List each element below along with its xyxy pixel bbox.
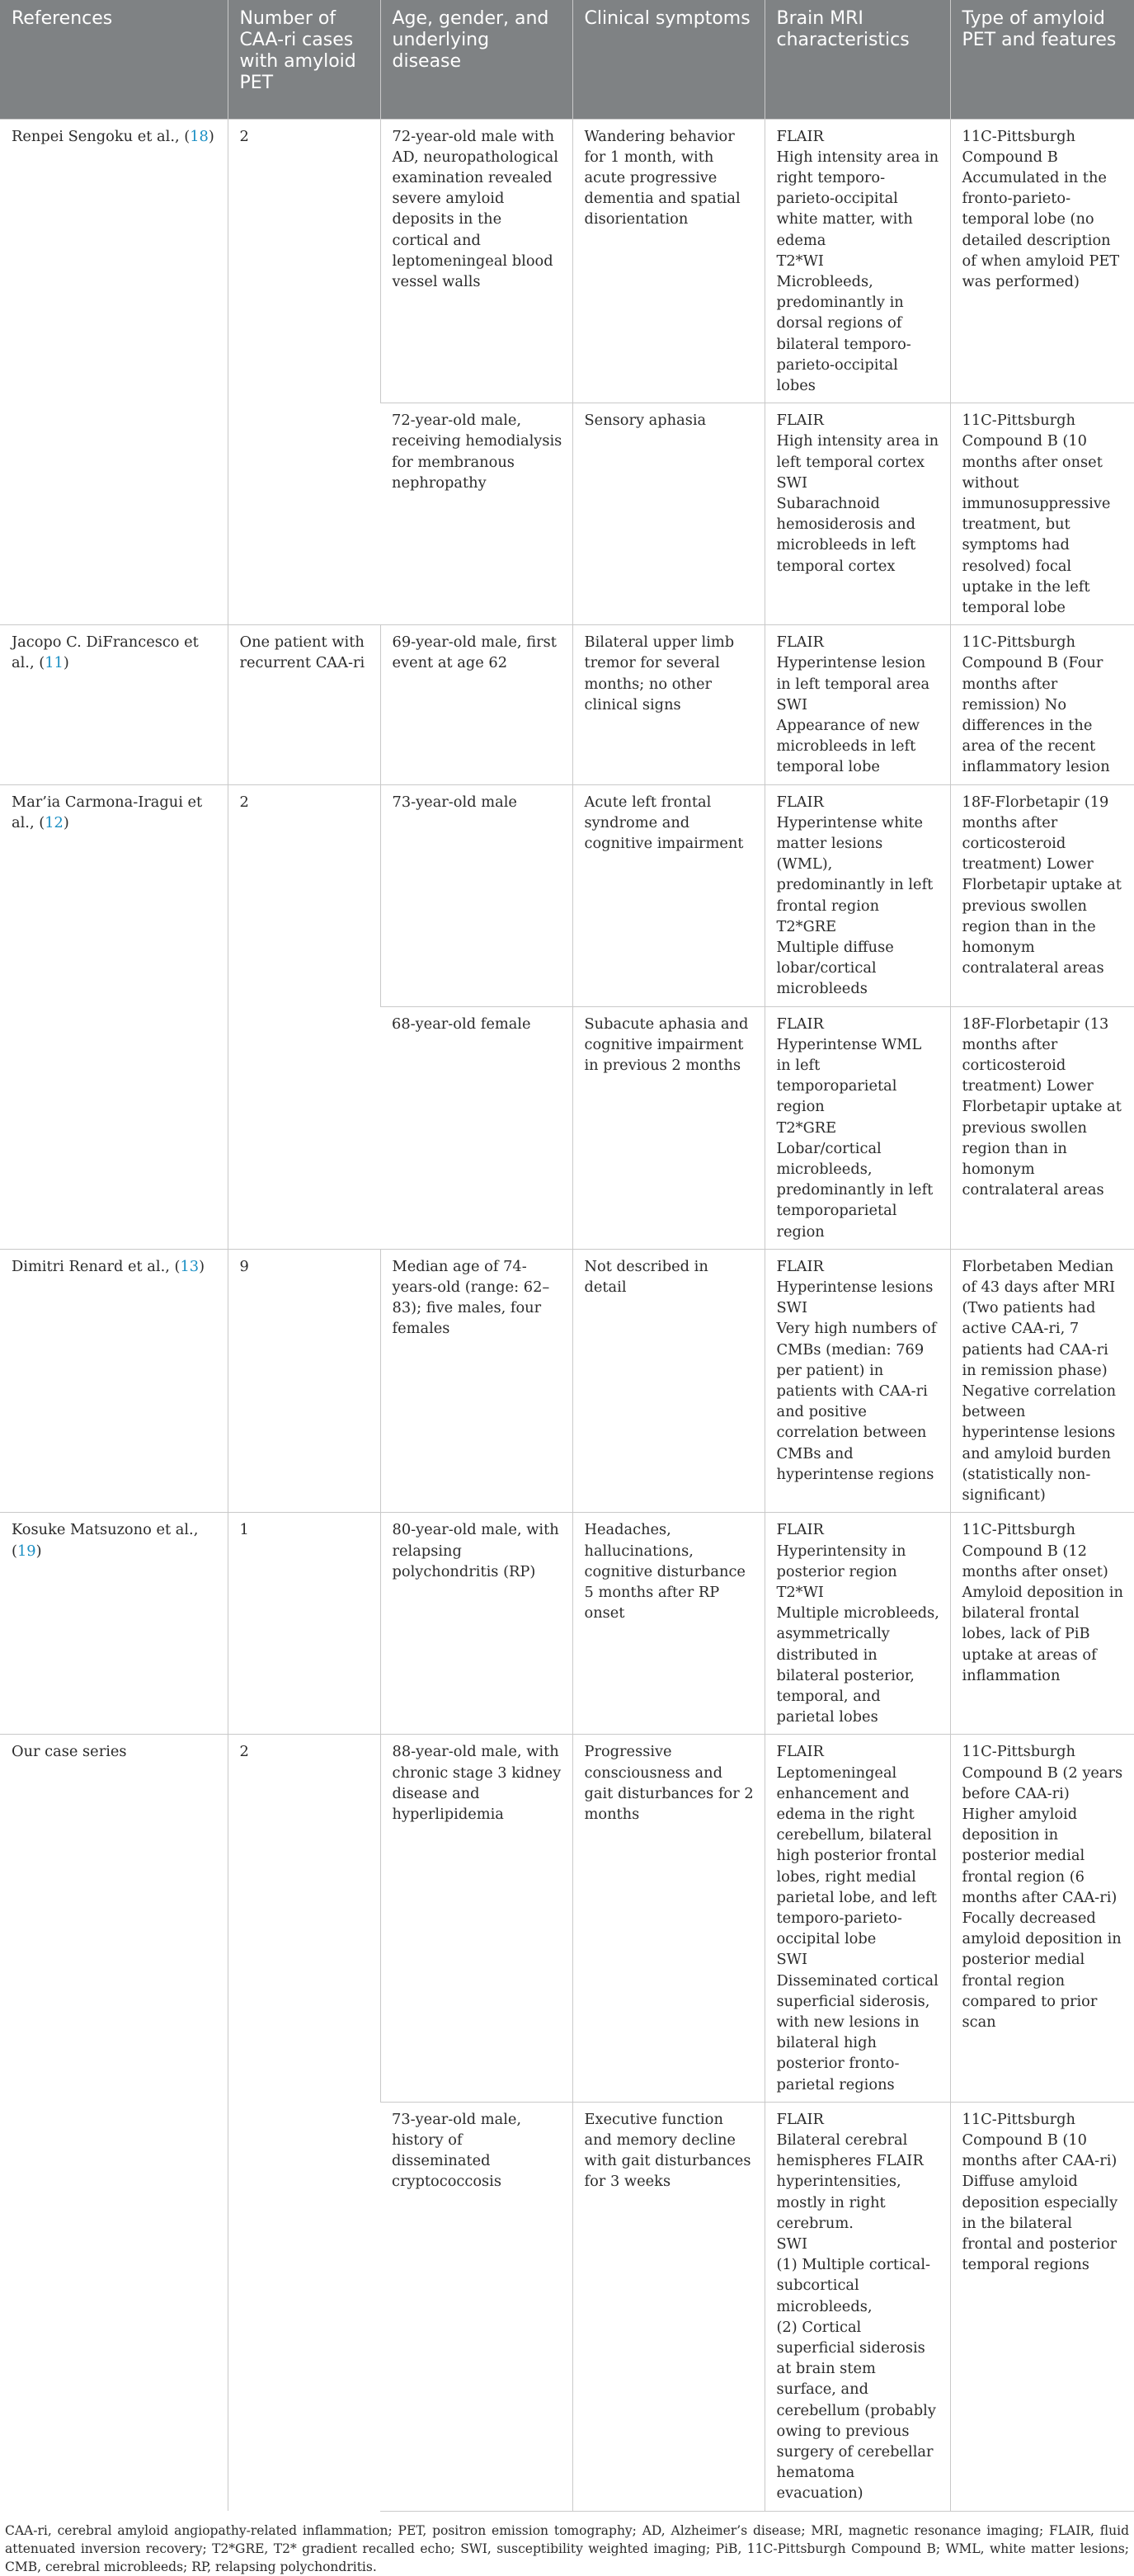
- pet-cell: 11C-Pittsburgh Compound B Accumulated in the fronto-parieto-temporal lobe (no detailed description of when amyloid PET was performed): [950, 119, 1134, 403]
- reference-close: ): [208, 127, 214, 145]
- citation-link[interactable]: 19: [16, 1542, 36, 1560]
- reference-cell: [0, 119, 228, 625]
- mri-line: Leptomeningeal enhancement and edema in the right cerebellum, bilateral high posterior frontal lobes, right medial parietal lobe, and left temporo-parieto-occipital lobe: [776, 1764, 937, 1948]
- clinical-symptoms-cell: Wandering behavior for 1 month, with acute progressive dementia and spatial disorientation: [572, 119, 765, 403]
- header-mri: Brain MRI characteristics: [765, 0, 950, 119]
- table-row: [0, 1249, 1134, 1512]
- case-count-cell: 1: [228, 1513, 380, 1735]
- pet-cell: 11C-Pittsburgh Compound B (10 months after CAA-ri) Diffuse amyloid deposition especially in the bilateral frontal and posterior temporal regions: [950, 2102, 1134, 2511]
- mri-line: Hyperintensity in posterior region: [776, 1542, 906, 1580]
- mri-line: SWI: [776, 1299, 807, 1317]
- mri-line: T2*GRE: [776, 917, 837, 935]
- age-gender-cell: 69-year-old male, first event at age 62: [380, 625, 572, 784]
- reference-close: ): [63, 654, 69, 672]
- pet-cell: Florbetaben Median of 43 days after MRI (Two patients had active CAA-ri, 7 patients had CAA-ri in remission phase) Negative correlation between hyperintense lesions and amyloid burden (statistically non-significant): [950, 1249, 1134, 1512]
- mri-line: T2*WI: [776, 252, 824, 270]
- age-gender-cell: 68-year-old female: [380, 1006, 572, 1249]
- case-count-cell: One patient with recurrent CAA-ri: [228, 625, 380, 784]
- reference-cell: [0, 1249, 228, 1512]
- header-pet: Type of amyloid PET and features: [950, 0, 1134, 119]
- mri-cell: [765, 1249, 950, 1512]
- clinical-symptoms-cell: Executive function and memory decline with gait disturbances for 3 weeks: [572, 2102, 765, 2511]
- mri-line: SWI: [776, 695, 807, 713]
- header-row: [0, 0, 1134, 119]
- mri-line: High intensity area in left temporal cortex: [776, 432, 939, 471]
- mri-line: FLAIR: [776, 633, 824, 652]
- table-body: [0, 119, 1134, 2511]
- mri-cell: [765, 119, 950, 403]
- mri-cell: [765, 625, 950, 784]
- mri-line: Lobar/cortical microbleeds, predominantly in left temporoparietal region: [776, 1139, 934, 1241]
- age-gender-cell: 72-year-old male, receiving hemodialysis for membranous nephropathy: [380, 403, 572, 625]
- table-row: [0, 625, 1134, 784]
- mri-line: FLAIR: [776, 1743, 824, 1761]
- clinical-symptoms-cell: Headaches, hallucinations, cognitive disturbance 5 months after RP onset: [572, 1513, 765, 1735]
- reference-close: ): [63, 813, 69, 831]
- reference-name: Renpei Sengoku et al., (: [12, 127, 191, 145]
- mri-line: FLAIR: [776, 127, 824, 145]
- reference-cell: [0, 1513, 228, 1735]
- mri-line: Multiple diffuse lobar/cortical microbleeds: [776, 939, 894, 998]
- reference-name: Dimitri Renard et al., (: [12, 1257, 181, 1275]
- mri-line: FLAIR: [776, 1015, 824, 1033]
- citation-link[interactable]: 11: [45, 654, 64, 672]
- case-count-cell: 9: [228, 1249, 380, 1512]
- mri-line: FLAIR: [776, 1257, 824, 1275]
- mri-line: FLAIR: [776, 412, 824, 430]
- clinical-symptoms-cell: Subacute aphasia and cognitive impairment in previous 2 months: [572, 1006, 765, 1249]
- mri-cell: [765, 2102, 950, 2511]
- table-footnote: CAA-ri, cerebral amyloid angiopathy-related inflammation; PET, positron emission tomography; AD, Alzheimer’s disease; MRI, magnetic resonance imaging; FLAIR, fluid attenuated inversion recovery; T2*GRE, T2* gradient recalled echo; SWI, susceptibility weighted imaging; PiB, 11C-Pittsburgh Compound B; WML, white matter lesions; CMB, cerebral microbleeds; RP, relapsing polychondritis.: [5, 2522, 1129, 2574]
- mri-cell: [765, 1735, 950, 2102]
- reference-close: ): [35, 1542, 42, 1560]
- mri-line: SWI: [776, 2235, 807, 2253]
- mri-cell: [765, 1513, 950, 1735]
- citation-link[interactable]: 13: [180, 1257, 200, 1275]
- mri-line: Hyperintense lesion in left temporal area: [776, 654, 930, 693]
- mri-line: Bilateral cerebral hemispheres FLAIR hyperintensities, mostly in right cerebrum.: [776, 2131, 924, 2232]
- clinical-symptoms-cell: Progressive consciousness and gait disturbances for 2 months: [572, 1735, 765, 2102]
- case-count-cell: 2: [228, 1735, 380, 2511]
- header-age-gender: Age, gender, and underlying disease: [380, 0, 572, 119]
- mri-line: Hyperintense lesions: [776, 1279, 934, 1297]
- mri-line: Very high numbers of CMBs (median: 769 per patient) in patients with CAA-ri and positive correlation between CMBs and hyperintense regions: [776, 1320, 937, 1483]
- mri-line: SWI: [776, 473, 807, 492]
- mri-line: FLAIR: [776, 2110, 824, 2128]
- age-gender-cell: 72-year-old male with AD, neuropathological examination revealed severe amyloid deposits in the cortical and leptomeningeal blood vessel walls: [380, 119, 572, 403]
- header-clinical-symptoms: Clinical symptoms: [572, 0, 765, 119]
- reference-name: Mar’ia Carmona-Iragui et al., (: [12, 793, 203, 831]
- pet-cell: 18F-Florbetapir (13 months after corticosteroid treatment) Lower Florbetapir uptake at previous swollen region than in homonym contralateral areas: [950, 1006, 1134, 1249]
- mri-cell: [765, 403, 950, 625]
- pet-cell: 11C-Pittsburgh Compound B (10 months after onset without immunosuppressive treatment, but symptoms had resolved) focal uptake in the left temporal lobe: [950, 403, 1134, 625]
- mri-line: Disseminated cortical superficial siderosis, with new lesions in bilateral high posterior fronto-parietal regions: [776, 1971, 939, 2093]
- reference-name: Jacopo C. DiFrancesco et al., (: [12, 633, 199, 672]
- table-row: [0, 1513, 1134, 1735]
- age-gender-cell: 88-year-old male, with chronic stage 3 kidney disease and hyperlipidemia: [380, 1735, 572, 2102]
- age-gender-cell: 80-year-old male, with relapsing polychondritis (RP): [380, 1513, 572, 1735]
- age-gender-cell: 73-year-old male, history of disseminated cryptococcosis: [380, 2102, 572, 2511]
- mri-line: T2*GRE: [776, 1118, 837, 1137]
- case-count-cell: 2: [228, 119, 380, 625]
- clinical-symptoms-cell: Not described in detail: [572, 1249, 765, 1512]
- mri-line: Microbleeds, predominantly in dorsal regions of bilateral temporo-parieto-occipital lobes: [776, 272, 911, 394]
- table-row: [0, 1735, 1134, 2102]
- reference-name: Kosuke Matsuzono et al., (: [12, 1521, 199, 1560]
- mri-line: SWI: [776, 1951, 807, 1969]
- mri-line: High intensity area in right temporo-parieto-occipital white matter, with edema: [776, 148, 939, 249]
- age-gender-cell: Median age of 74-years-old (range: 62–83); five males, four females: [380, 1249, 572, 1512]
- table-row: [0, 784, 1134, 1006]
- mri-line: Hyperintense white matter lesions (WML), predominantly in left frontal region: [776, 813, 934, 915]
- clinical-symptoms-cell: Bilateral upper limb tremor for several months; no other clinical signs: [572, 625, 765, 784]
- pet-cell: 11C-Pittsburgh Compound B (Four months after remission) No differences in the area of the recent inflammatory lesion: [950, 625, 1134, 784]
- mri-line: (2) Cortical superficial siderosis at brain stem surface, and cerebellum (probably owing to previous surgery of cerebellar hematoma evacuation): [776, 2318, 936, 2503]
- mri-line: (1) Multiple cortical-subcortical microbleeds,: [776, 2256, 931, 2315]
- mri-line: Multiple microbleeds, asymmetrically distributed in bilateral posterior, temporal, and parietal lobes: [776, 1604, 939, 1726]
- reference-cell: [0, 625, 228, 784]
- age-gender-cell: 73-year-old male: [380, 784, 572, 1006]
- header-case-count: Number of CAA-ri cases with amyloid PET: [228, 0, 380, 119]
- mri-line: Subarachnoid hemosiderosis and microbleeds in left temporal cortex: [776, 494, 916, 575]
- mri-line: FLAIR: [776, 793, 824, 811]
- mri-cell: [765, 784, 950, 1006]
- clinical-symptoms-cell: Sensory aphasia: [572, 403, 765, 625]
- reference-cell: [0, 784, 228, 1249]
- clinical-symptoms-cell: Acute left frontal syndrome and cognitive impairment: [572, 784, 765, 1006]
- mri-line: Hyperintense WML in left temporoparietal region: [776, 1035, 922, 1116]
- pet-cell: 18F-Florbetapir (19 months after corticosteroid treatment) Lower Florbetapir uptake at previous swollen region than in the homonym contralateral areas: [950, 784, 1134, 1006]
- reference-close: ): [199, 1257, 205, 1275]
- mri-cell: [765, 1006, 950, 1249]
- pet-cell: 11C-Pittsburgh Compound B (2 years before CAA-ri) Higher amyloid deposition in posterior medial frontal region (6 months after CAA-ri) Focally decreased amyloid deposition in posterior medial frontal region compared to prior scan: [950, 1735, 1134, 2102]
- citation-link[interactable]: 18: [190, 127, 209, 145]
- mri-line: FLAIR: [776, 1521, 824, 1539]
- citation-link[interactable]: 12: [45, 813, 64, 831]
- case-count-cell: 2: [228, 784, 380, 1249]
- reference-cell: [0, 1735, 228, 2511]
- pet-cell: 11C-Pittsburgh Compound B (12 months after onset) Amyloid deposition in bilateral frontal lobes, lack of PiB uptake at areas of inflammation: [950, 1513, 1134, 1735]
- mri-line: T2*WI: [776, 1583, 824, 1601]
- mri-line: Appearance of new microbleeds in left temporal lobe: [776, 716, 920, 776]
- table-header: [0, 0, 1134, 119]
- reference-name: Our case series: [12, 1743, 127, 1761]
- header-references: References: [0, 0, 228, 119]
- table-row: [0, 119, 1134, 403]
